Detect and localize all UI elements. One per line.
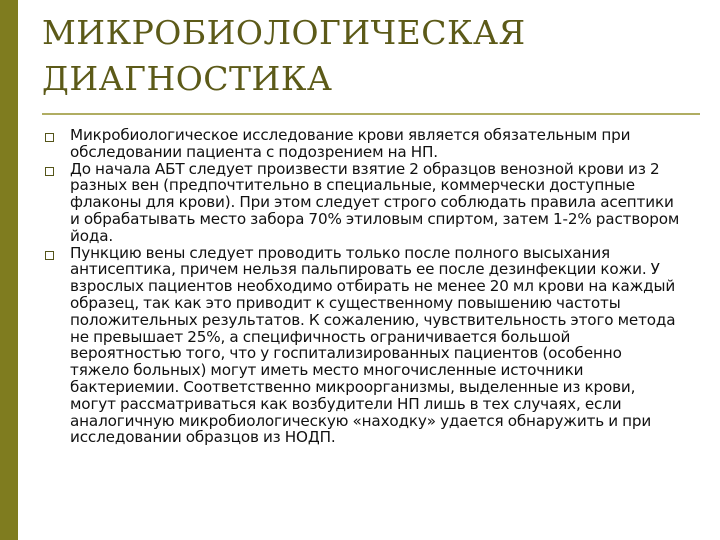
square-bullet-icon bbox=[45, 251, 54, 260]
slide-title-line-1: МИКРОБИОЛОГИЧЕСКАЯ bbox=[42, 13, 526, 52]
square-bullet-icon bbox=[45, 167, 54, 176]
slide-title-line-2: ДИАГНОСТИКА bbox=[42, 59, 333, 98]
bullet-item bbox=[44, 161, 684, 245]
bullet-item bbox=[44, 245, 684, 447]
bullet-text: До начала АБТ следует произвести взятие 2 образцов венозной крови из 2 разных вен (предпочтительно в специальные, коммерчески доступные флаконы для крови). При этом следует строго соблюдать правила асептики и обрабатывать место забора 70% этиловым спиртом, затем 1-2% раствором йода. bbox=[70, 159, 680, 245]
bullet-text: Микробиологическое исследование крови является обязательным при обследовании пациента с подозрением на НП. bbox=[70, 126, 631, 161]
title-underline bbox=[42, 113, 700, 115]
bullet-list bbox=[44, 127, 684, 446]
square-bullet-icon bbox=[45, 133, 54, 142]
side-accent-bar bbox=[0, 0, 18, 540]
bullet-item bbox=[44, 127, 684, 161]
bullet-text: Пункцию вены следует проводить только после полного высыхания антисептика, причем нельзя пальпировать ее после дезинфекции кожи. У взрослых пациентов необходимо отбирать не менее 20 мл крови на каждый образец, так как это приводит к существенному повышению частоты положительных результатов. К сожалению, чувствительность этого метода не превышает 25%, а специфичность ограничивается большой вероятностью того, что у госпитализированных пациентов (особенно тяжело больных) могут иметь место многочисленные источники бактериемии. Соответственно микроорганизмы, выделенные из крови, могут рассматриваться как возбудители НП лишь в тех случаях, если аналогичную микробиологическую «находку» удается обнаружить и при исследовании образцов из НОДП. bbox=[70, 243, 676, 447]
slide-title bbox=[42, 10, 702, 102]
